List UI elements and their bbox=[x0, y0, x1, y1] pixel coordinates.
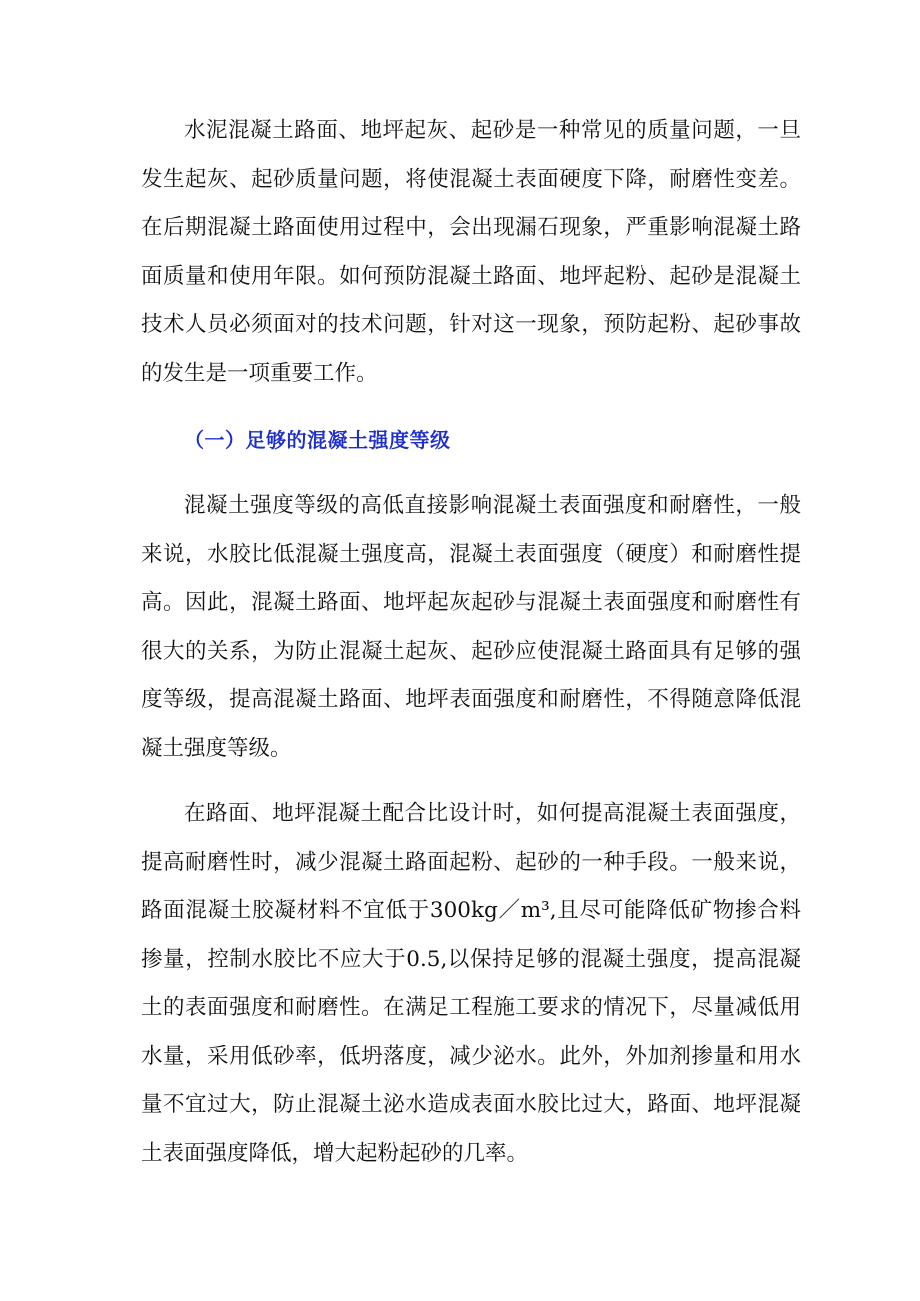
mix-design-paragraph: 在路面、地坪混凝土配合比设计时，如何提高混凝土表面强度，提高耐磨性时，减少混凝土路面起粉、起砂的一种手段。一般来说，路面混凝土胶凝材料不宜低于300kg／m³,且尽可能降低矿物掺合料掺量，控制水胶比不应大于0.5,以保持足够的混凝土强度，提高混凝土的表面强度和耐磨性。在满足工程施工要求的情况下，尽量减低用水量，采用低砂率，低坍落度，减少泌水。此外，外加剂掺量和用水量不宜过大，防止混凝土泌水造成表面水胶比过大，路面、地坪混凝土表面强度降低，增大起粉起砂的几率。 bbox=[141, 801, 801, 1166]
section-heading: （一）足够的混凝土强度等级 bbox=[184, 428, 451, 452]
document-body bbox=[141, 107, 801, 1196]
intro-paragraph: 水泥混凝土路面、地坪起灰、起砂是一种常见的质量问题，一旦发生起灰、起砂质量问题，将使混凝土表面硬度下降，耐磨性变差。在后期混凝土路面使用过程中，会出现漏石现象，严重影响混凝土路面质量和使用年限。如何预防混凝土路面、地坪起粉、起砂是混凝土技术人员必须面对的技术问题，针对这一现象，预防起粉、起砂事故的发生是一项重要工作。 bbox=[141, 118, 801, 386]
strength-grade-paragraph: 混凝土强度等级的高低直接影响混凝土表面强度和耐磨性，一般来说，水胶比低混凝土强度高，混凝土表面强度（硬度）和耐磨性提高。因此，混凝土路面、地坪起灰起砂与混凝土表面强度和耐磨性有很大的关系，为防止混凝土起灰、起砂应使混凝土路面具有足够的强度等级，提高混凝土路面、地坪表面强度和耐磨性，不得随意降低混凝土强度等级。 bbox=[141, 493, 801, 761]
